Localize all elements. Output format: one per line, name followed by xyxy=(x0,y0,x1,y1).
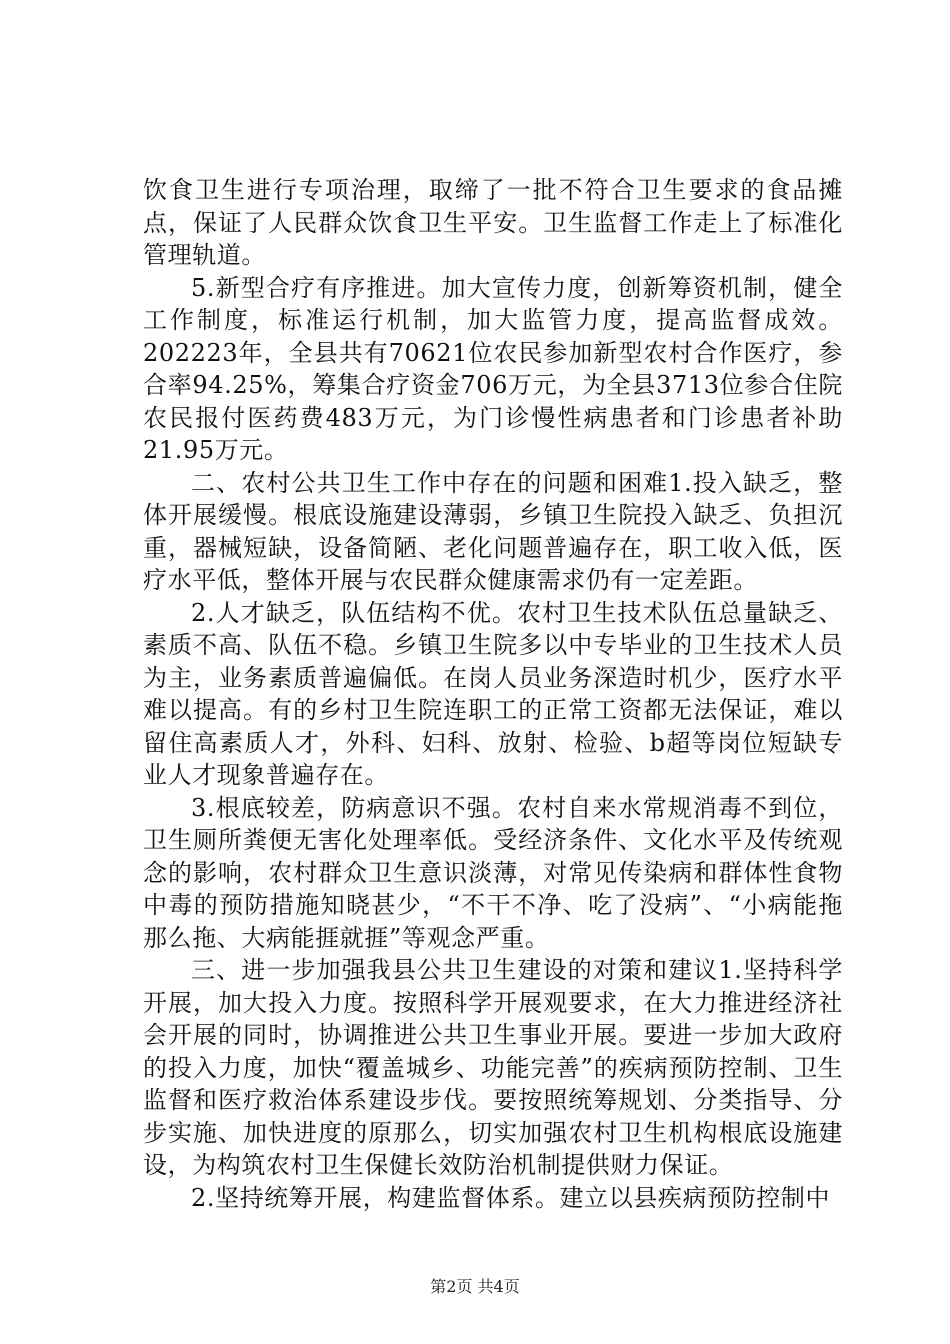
paragraph-continuation: 饮食卫生进行专项治理，取缔了一批不符合卫生要求的食品摊点，保证了人民群众饮食卫生平安。卫生监督工作走上了标准化管理轨道。 xyxy=(143,176,843,269)
paragraph-coordinated-development: 2.坚持统筹开展，构建监督体系。建立以县疾病预防控制中 xyxy=(191,1183,831,1212)
document-body xyxy=(143,174,843,1214)
paragraph-weak-foundation: 3.根底较差，防病意识不强。农村自来水常规消毒不到位，卫生厕所粪便无害化处理率低。受经济条件、文化水平及传统观念的影响，农村群众卫生意识淡薄，对常见传染病和群体性食物中毒的预防措施知晓甚少，“不干不净、吃了没病”、“小病能拖那么拖、大病能捱就捱”等观念严重。 xyxy=(143,793,843,952)
paragraph-new-rural-cooperative: 5.新型合疗有序推进。加大宣传力度，创新筹资机制，健全工作制度，标准运行机制，加大监管力度，提高监督成效。202223年，全县共有70621位农民参加新型农村合作医疗，参合率94.25%，筹集合疗资金706万元，为全县3713位参合住院农民报付医药费483万元，为门诊慢性病患者和门诊患者补助21.95万元。 xyxy=(143,273,843,464)
page-number-footer: 第2页 共4页 xyxy=(430,1277,520,1296)
paragraph-section-two: 二、农村公共卫生工作中存在的问题和困难1.投入缺乏，整体开展缓慢。根底设施建设薄弱，乡镇卫生院投入缺乏、负担沉重，器械短缺，设备简陋、老化问题普遍存在，职工收入低，医疗水平低，整体开展与农民群众健康需求仍有一定差距。 xyxy=(143,468,843,594)
paragraph-talent-shortage: 2.人才缺乏，队伍结构不优。农村卫生技术队伍总量缺乏、素质不高、队伍不稳。乡镇卫生院多以中专毕业的卫生技术人员为主，业务素质普遍偏低。在岗人员业务深造时机少，医疗水平难以提高。有的乡村卫生院连职工的正常工资都无法保证，难以留住高素质人才，外科、妇科、放射、检验、b超等岗位短缺专业人才现象普遍存在。 xyxy=(143,598,843,789)
paragraph-section-three: 三、进一步加强我县公共卫生建设的对策和建议1.坚持科学开展，加大投入力度。按照科学开展观要求，在大力推进经济社会开展的同时，协调推进公共卫生事业开展。要进一步加大政府的投入力度，加快“覆盖城乡、功能完善”的疾病预防控制、卫生监督和医疗救治体系建设步伐。要按照统筹规划、分类指导、分步实施、加快进度的原那么，切实加强农村卫生机构根底设施建设，为构筑农村卫生保健长效防治机制提供财力保证。 xyxy=(143,956,843,1179)
